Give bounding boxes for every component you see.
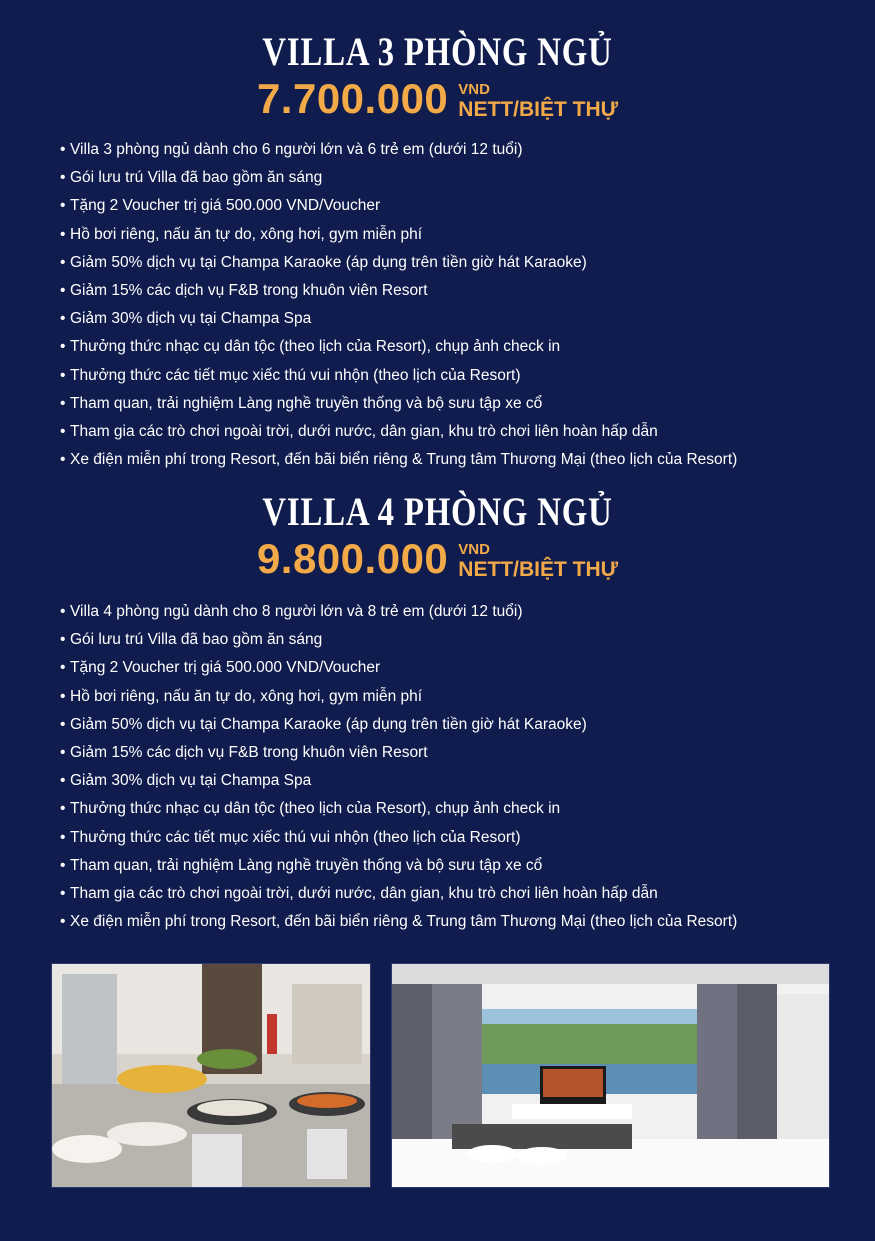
villa4-benefit-item — [60, 683, 737, 711]
villa4-benefit-text: Giảm 50% dịch vụ tại Champa Karaoke (áp dụng trên tiền giờ hát Karaoke) — [70, 715, 587, 733]
villa3-benefit-item — [60, 390, 737, 418]
villa3-price-unit — [458, 82, 618, 122]
villa4-benefit-item — [60, 598, 737, 626]
bullet-icon: • — [60, 800, 66, 818]
bullet-icon: • — [60, 913, 66, 931]
villa3-benefit-text: Thưởng thức các tiết mục xiếc thú vui nhộn (theo lịch của Resort) — [70, 366, 521, 384]
bedroom-photo — [391, 963, 830, 1188]
villa3-price: 7.700.000 — [256, 75, 449, 122]
villa3-benefit-text: Tham quan, trải nghiệm Làng nghề truyền thống và bộ sưu tập xe cổ — [70, 394, 543, 412]
villa3-price-row — [0, 76, 875, 122]
villa3-benefit-text: Xe điện miễn phí trong Resort, đến bãi biển riêng & Trung tâm Thương Mại (theo lịch của Resort) — [70, 451, 738, 469]
bullet-icon: • — [60, 631, 66, 649]
villa4-price-row — [0, 536, 875, 582]
villa3-benefit-item — [60, 249, 737, 277]
villa3-benefit-text: Giảm 50% dịch vụ tại Champa Karaoke (áp dụng trên tiền giờ hát Karaoke) — [70, 253, 587, 271]
bullet-icon: • — [60, 225, 66, 243]
villa4-price: 9.800.000 — [256, 535, 449, 582]
villa4-benefit-item — [60, 767, 737, 795]
villa3-benefits-list — [60, 136, 737, 474]
bullet-icon: • — [60, 423, 66, 441]
bullet-icon: • — [60, 366, 66, 384]
villa4-benefit-item — [60, 824, 737, 852]
villa3-benefit-text: Tặng 2 Voucher trị giá 500.000 VND/Voucher — [70, 197, 381, 215]
villa3-benefit-item — [60, 136, 737, 164]
villa4-benefit-item — [60, 795, 737, 823]
villa4-benefit-item — [60, 880, 737, 908]
bullet-icon: • — [60, 856, 66, 874]
villa4-price-unit — [458, 542, 618, 582]
villa4-benefit-text: Tham gia các trò chơi ngoài trời, dưới nước, dân gian, khu trò chơi liên hoàn hấp dẫn — [70, 885, 658, 903]
villa4-benefit-text: Tặng 2 Voucher trị giá 500.000 VND/Voucher — [70, 659, 381, 677]
villa3-benefit-item — [60, 164, 737, 192]
villa3-benefit-text: Giảm 15% các dịch vụ F&B trong khuôn viên Resort — [70, 282, 428, 300]
villa3-benefit-item — [60, 362, 737, 390]
bullet-icon: • — [60, 772, 66, 790]
villa3-benefit-text: Giảm 30% dịch vụ tại Champa Spa — [70, 310, 312, 328]
bullet-icon: • — [60, 141, 66, 158]
villa3-benefit-item — [60, 277, 737, 305]
bullet-icon: • — [60, 687, 66, 705]
bullet-icon: • — [60, 744, 66, 762]
villa3-benefit-text: Gói lưu trú Villa đã bao gồm ăn sáng — [70, 169, 323, 187]
villa4-section — [0, 490, 875, 582]
villa3-benefit-item — [60, 221, 737, 249]
bullet-icon: • — [60, 715, 66, 733]
villa4-benefit-text: Giảm 15% các dịch vụ F&B trong khuôn viên Resort — [70, 744, 428, 762]
villa3-benefit-text: Hồ bơi riêng, nấu ăn tự do, xông hơi, gym miễn phí — [70, 225, 423, 243]
villa4-benefits-list — [60, 598, 737, 936]
villa4-benefit-text: Thưởng thức các tiết mục xiếc thú vui nhộn (theo lịch của Resort) — [70, 828, 521, 846]
bullet-icon: • — [60, 310, 66, 328]
villa3-benefit-item — [60, 333, 737, 361]
villa3-currency: VND — [458, 81, 490, 98]
villa4-benefit-item — [60, 626, 737, 654]
buffet-photo — [51, 963, 371, 1188]
bullet-icon: • — [60, 603, 66, 620]
bullet-icon: • — [60, 197, 66, 215]
villa4-benefit-text: Thưởng thức nhạc cụ dân tộc (theo lịch của Resort), chụp ảnh check in — [70, 800, 561, 818]
villa4-benefit-text: Gói lưu trú Villa đã bao gồm ăn sáng — [70, 631, 323, 649]
villa4-benefit-item — [60, 711, 737, 739]
villa4-benefit-text: Xe điện miễn phí trong Resort, đến bãi biển riêng & Trung tâm Thương Mại (theo lịch của Resort) — [70, 913, 738, 931]
villa4-benefit-text: Villa 4 phòng ngủ dành cho 8 người lớn và 8 trẻ em (dưới 12 tuổi) — [70, 603, 523, 620]
villa4-benefit-text: Hồ bơi riêng, nấu ăn tự do, xông hơi, gym miễn phí — [70, 687, 423, 705]
bullet-icon: • — [60, 451, 66, 469]
villa3-benefit-text: Villa 3 phòng ngủ dành cho 6 người lớn và 6 trẻ em (dưới 12 tuổi) — [70, 141, 523, 158]
villa4-benefit-item — [60, 739, 737, 767]
villa3-benefit-item — [60, 305, 737, 333]
villa3-per-unit: NETT/BIỆT THỰ — [458, 98, 619, 121]
villa3-section — [0, 30, 875, 122]
bullet-icon: • — [60, 338, 66, 356]
villa4-currency: VND — [458, 541, 490, 558]
villa4-benefit-item — [60, 908, 737, 936]
bullet-icon: • — [60, 394, 66, 412]
bullet-icon: • — [60, 282, 66, 300]
villa4-title: VILLA 4 PHÒNG NGỦ — [262, 489, 613, 534]
bullet-icon: • — [60, 828, 66, 846]
villa4-benefit-text: Giảm 30% dịch vụ tại Champa Spa — [70, 772, 312, 790]
villa3-benefit-item — [60, 192, 737, 220]
villa3-benefit-item — [60, 418, 737, 446]
villa3-benefit-text: Tham gia các trò chơi ngoài trời, dưới nước, dân gian, khu trò chơi liên hoàn hấp dẫn — [70, 423, 658, 441]
villa4-per-unit: NETT/BIỆT THỰ — [458, 558, 619, 581]
bullet-icon: • — [60, 253, 66, 271]
bullet-icon: • — [60, 659, 66, 677]
bullet-icon: • — [60, 169, 66, 187]
villa3-title: VILLA 3 PHÒNG NGỦ — [262, 29, 613, 74]
villa3-benefit-item — [60, 446, 737, 474]
villa4-benefit-text: Tham quan, trải nghiệm Làng nghề truyền thống và bộ sưu tập xe cổ — [70, 856, 543, 874]
villa4-benefit-item — [60, 852, 737, 880]
villa4-benefit-item — [60, 654, 737, 682]
bullet-icon: • — [60, 885, 66, 903]
villa3-benefit-text: Thưởng thức nhạc cụ dân tộc (theo lịch của Resort), chụp ảnh check in — [70, 338, 561, 356]
